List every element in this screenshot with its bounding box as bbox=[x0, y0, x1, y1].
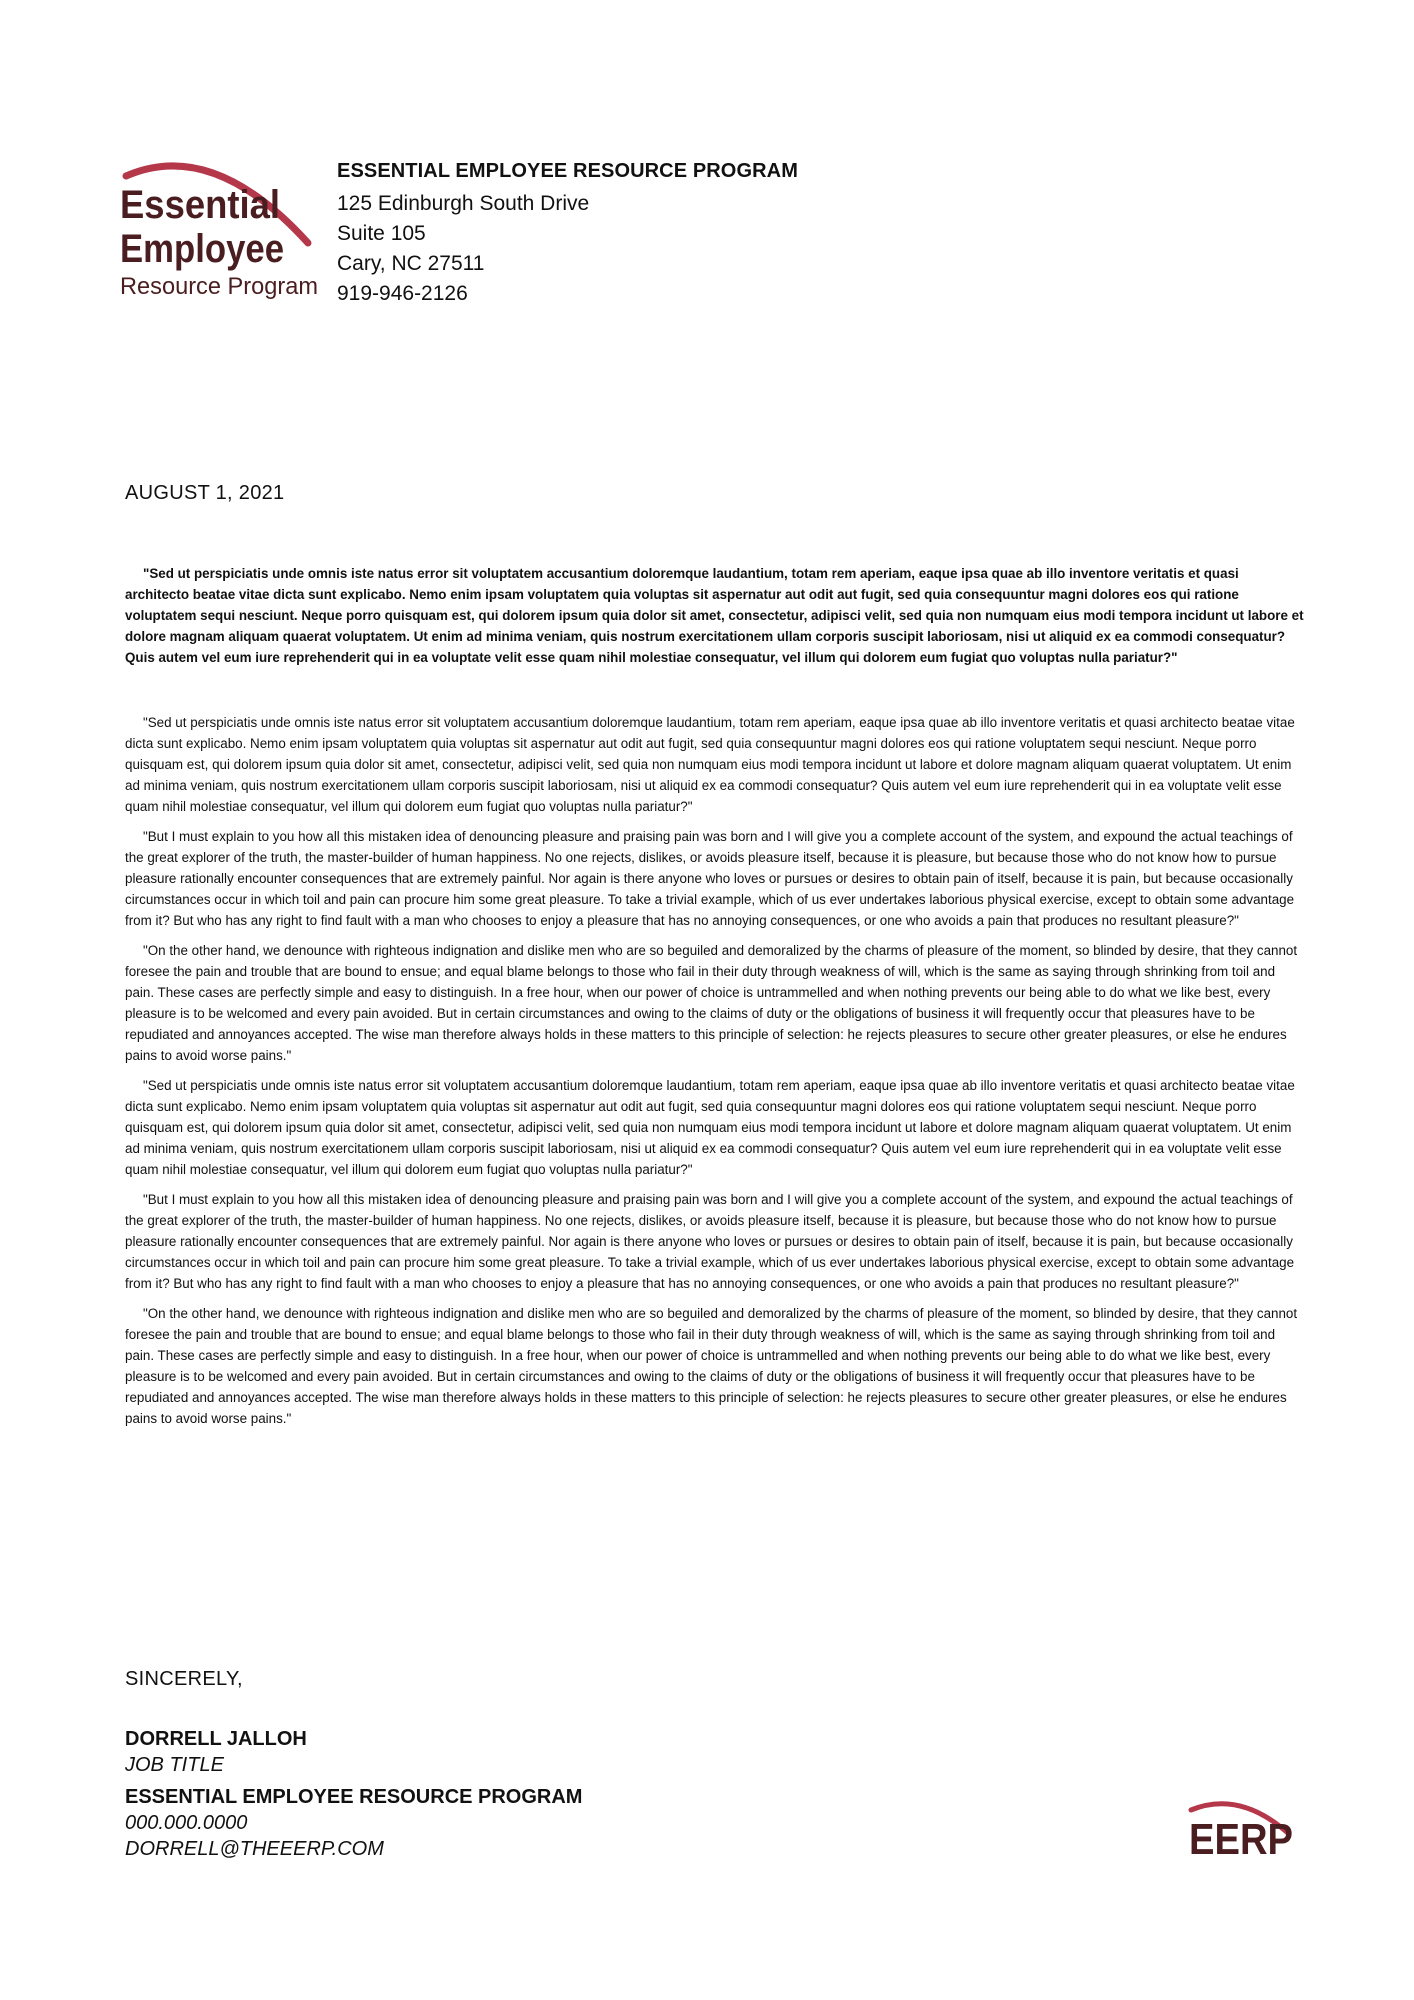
paragraph: "But I must explain to you how all this mistaken idea of denouncing pleasure and praising pain was born and I will give you a complete account of the system, and expound the actual teachings of the great explorer of the truth, the master-builder of human happiness. No one rejects, dislikes, or avoids pleasure itself, because it is pleasure, but because those who do not know how to pursue pleasure rationally encounter consequences that are extremely painful. Nor again is there anyone who loves or pursues or desires to obtain pain of itself, because it is pain, but because occasionally circumstances occur in which toil and pain can procure him some great pleasure. To take a trivial example, which of us ever undertakes laborious physical exercise, except to obtain some advantage from it? But who has any right to find fault with a man who chooses to enjoy a pleasure that has no annoying consequences, or one who avoids a pain that produces no resultant pleasure?" bbox=[125, 1192, 1295, 1291]
paragraph: "On the other hand, we denounce with righteous indignation and dislike men who are so beguiled and demoralized by the charms of pleasure of the moment, so blinded by desire, that they cannot foresee the pain and trouble that are bound to ensue; and equal blame belongs to those who fail in their duty through weakness of will, which is the same as saying through shrinking from toil and pain. These cases are perfectly simple and easy to distinguish. In a free hour, when our power of choice is untrammelled and when nothing prevents our being able to do what we like best, every pleasure is to be welcomed and every pain avoided. But in certain circumstances and owing to the claims of duty or the obligations of business it will frequently occur that pleasures have to be repudiated and annoyances accepted. The wise man therefore always holds in these matters to this principle of selection: he rejects pleasures to secure other greater pleasures, or else he endures pains to avoid worse pains." bbox=[125, 1306, 1298, 1426]
paragraph: "Sed ut perspiciatis unde omnis iste natus error sit voluptatem accusantium doloremque laudantium, totam rem aperiam, eaque ipsa quae ab illo inventore veritatis et quasi architecto beatae vitae dicta sunt explicabo. Nemo enim ipsam voluptatem quia voluptas sit aspernatur aut odit aut fugit, sed quia consequuntur magni dolores eos qui ratione voluptatem sequi nesciunt. Neque porro quisquam est, qui dolorem ipsum quia dolor sit amet, consectetur, adipisci velit, sed quia non numquam eius modi tempora incidunt ut labore et dolore magnam aliquam quaerat voluptatem. Ut enim ad minima veniam, quis nostrum exercitationem ullam corporis suscipit laboriosam, nisi ut aliquid ex ea commodi consequatur? Quis autem vel eum iure reprehenderit qui in ea voluptate velit esse quam nihil molestiae consequatur, vel illum qui dolorem eum fugiat quo voluptas nulla pariatur?" bbox=[125, 1078, 1295, 1177]
letter-date: AUGUST 1, 2021 bbox=[125, 482, 285, 504]
paragraph-list bbox=[125, 712, 1305, 1429]
paragraph: "Sed ut perspiciatis unde omnis iste natus error sit voluptatem accusantium doloremque laudantium, totam rem aperiam, eaque ipsa quae ab illo inventore veritatis et quasi architecto beatae vitae dicta sunt explicabo. Nemo enim ipsam voluptatem quia voluptas sit aspernatur aut odit aut fugit, sed quia consequuntur magni dolores eos qui ratione voluptatem sequi nesciunt. Neque porro quisquam est, qui dolorem ipsum quia dolor sit amet, consectetur, adipisci velit, sed quia non numquam eius modi tempora incidunt ut labore et dolore magnam aliquam quaerat voluptatem. Ut enim ad minima veniam, quis nostrum exercitationem ullam corporis suscipit laboriosam, nisi ut aliquid ex ea commodi consequatur? Quis autem vel eum iure reprehenderit qui in ea voluptate velit esse quam nihil molestiae consequatur, vel illum qui dolorem eum fugiat quo voluptas nulla pariatur?" bbox=[125, 715, 1295, 814]
address-phone: 919-946-2126 bbox=[337, 282, 468, 305]
paragraph: "On the other hand, we denounce with righteous indignation and dislike men who are so beguiled and demoralized by the charms of pleasure of the moment, so blinded by desire, that they cannot foresee the pain and trouble that are bound to ensue; and equal blame belongs to those who fail in their duty through weakness of will, which is the same as saying through shrinking from toil and pain. These cases are perfectly simple and easy to distinguish. In a free hour, when our power of choice is untrammelled and when nothing prevents our being able to do what we like best, every pleasure is to be welcomed and every pain avoided. But in certain circumstances and owing to the claims of duty or the obligations of business it will frequently occur that pleasures have to be repudiated and annoyances accepted. The wise man therefore always holds in these matters to this principle of selection: he rejects pleasures to secure other greater pleasures, or else he endures pains to avoid worse pains." bbox=[125, 943, 1298, 1063]
bold-quote: "Sed ut perspiciatis unde omnis iste natus error sit voluptatem accusantium doloremque laudantium, totam rem aperiam, eaque ipsa quae ab illo inventore veritatis et quasi architecto beatae vitae dicta sunt explicabo. Nemo enim ipsam voluptatem quia voluptas sit aspernatur aut odit aut fugit, sed quia consequuntur magni dolores eos qui ratione voluptatem sequi nesciunt. Neque porro quisquam est, qui dolorem ipsum quia dolor sit amet, consectetur, adipisci velit, sed quia non numquam eius modi tempora incidunt ut labore et dolore magnam aliquam quaerat voluptatem. Ut enim ad minima veniam, quis nostrum exercitationem ullam corporis suscipit laboriosam, nisi ut aliquid ex ea commodi consequatur? Quis autem vel eum iure reprehenderit qui in ea voluptate velit esse quam nihil molestiae consequatur, vel illum qui dolorem eum fugiat quo voluptas nulla pariatur?" bbox=[125, 566, 1304, 665]
address-suite: Suite 105 bbox=[337, 222, 426, 245]
signer-email: DORRELL@THEEERP.COM bbox=[125, 1838, 384, 1860]
signer-title: JOB TITLE bbox=[125, 1754, 224, 1776]
org-name: ESSENTIAL EMPLOYEE RESOURCE PROGRAM bbox=[337, 160, 798, 182]
address-street: 125 Edinburgh South Drive bbox=[337, 192, 590, 215]
signer-phone: 000.000.0000 bbox=[125, 1812, 248, 1834]
address-city: Cary, NC 27511 bbox=[337, 252, 485, 275]
signer-name: DORRELL JALLOH bbox=[125, 1728, 307, 1750]
footer-logo bbox=[1185, 1792, 1305, 1862]
paragraph: "But I must explain to you how all this mistaken idea of denouncing pleasure and praising pain was born and I will give you a complete account of the system, and expound the actual teachings of the great explorer of the truth, the master-builder of human happiness. No one rejects, dislikes, or avoids pleasure itself, because it is pleasure, but because those who do not know how to pursue pleasure rationally encounter consequences that are extremely painful. Nor again is there anyone who loves or pursues or desires to obtain pain of itself, because it is pain, but because occasionally circumstances occur in which toil and pain can procure him some great pleasure. To take a trivial example, which of us ever undertakes laborious physical exercise, except to obtain some advantage from it? But who has any right to find fault with a man who chooses to enjoy a pleasure that has no annoying consequences, or one who avoids a pain that produces no resultant pleasure?" bbox=[125, 829, 1295, 928]
logo-line-2: Employee bbox=[120, 227, 284, 271]
org-info bbox=[337, 160, 798, 309]
company-logo bbox=[118, 158, 328, 308]
logo-line-1: Essential bbox=[120, 183, 280, 227]
logo-line-3: Resource Program bbox=[120, 273, 318, 300]
signer-org: ESSENTIAL EMPLOYEE RESOURCE PROGRAM bbox=[125, 1786, 583, 1808]
signature-block bbox=[125, 1726, 582, 1862]
closing: SINCERELY, bbox=[125, 1668, 243, 1690]
letter-body bbox=[125, 563, 1305, 1438]
footer-logo-text: EERP bbox=[1189, 1815, 1293, 1862]
